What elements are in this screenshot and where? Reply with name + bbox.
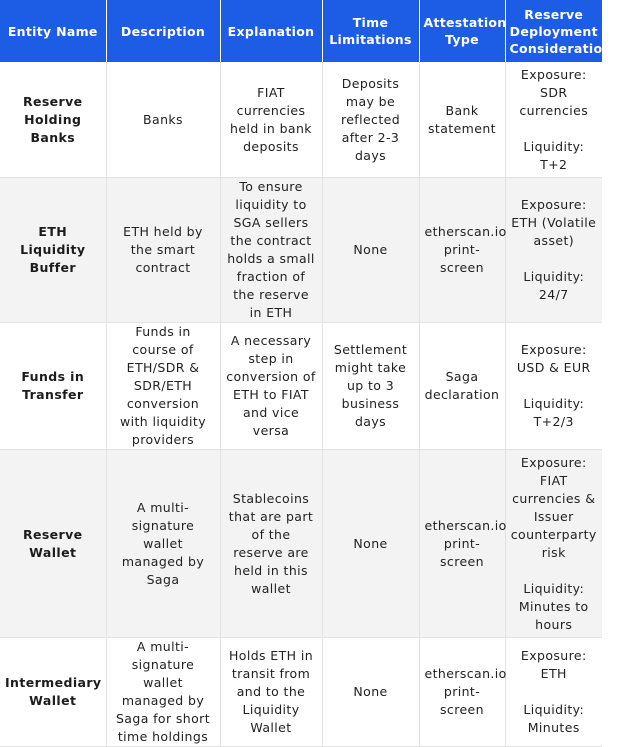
cell-entity: ETH Liquidity Buffer — [0, 178, 106, 323]
cell-considerations: Exposure: FIAT currencies & Issuer counterparty risk Liquidity: Minutes to hours — [505, 450, 602, 638]
cell-attestation: etherscan.io print-screen — [419, 178, 505, 323]
cell-explanation: To ensure liquidity to SGA sellers the contract holds a small fraction of the reserve in ETH — [220, 178, 322, 323]
cell-time: Settlement might take up to 3 business days — [322, 323, 419, 450]
cell-considerations: Exposure: ETH (Volatile asset) Liquidity: 24/7 — [505, 178, 602, 323]
cell-description: Funds in course of ETH/SDR & SDR/ETH conversion with liquidity providers — [106, 323, 220, 450]
cell-time: None — [322, 178, 419, 323]
cell-description: ETH held by the smart contract — [106, 178, 220, 323]
cell-time: None — [322, 638, 419, 747]
cell-attestation: etherscan.io print-screen — [419, 450, 505, 638]
table-row — [0, 450, 602, 638]
header-time-limitations: Time Limitations — [322, 0, 419, 62]
header-entity-name: Entity Name — [0, 0, 106, 62]
cell-considerations: Exposure: SDR currencies Liquidity: T+2 — [505, 62, 602, 178]
cell-explanation: FIAT currencies held in bank deposits — [220, 62, 322, 178]
cell-entity: Intermediary Wallet — [0, 638, 106, 747]
cell-entity: Funds in Transfer — [0, 323, 106, 450]
cell-description: Banks — [106, 62, 220, 178]
header-reserve-deployment: Reserve Deployment Considerations — [505, 0, 602, 62]
cell-attestation: Saga declaration — [419, 323, 505, 450]
cell-time: Deposits may be reflected after 2-3 days — [322, 62, 419, 178]
header-description: Description — [106, 0, 220, 62]
cell-explanation: Holds ETH in transit from and to the Liquidity Wallet — [220, 638, 322, 747]
table-row — [0, 638, 602, 747]
cell-explanation: A necessary step in conversion of ETH to FIAT and vice versa — [220, 323, 322, 450]
table-header — [0, 0, 619, 62]
table-row — [0, 62, 602, 178]
header-explanation: Explanation — [220, 0, 322, 62]
cell-explanation: Stablecoins that are part of the reserve are held in this wallet — [220, 450, 322, 638]
cell-considerations: Exposure: ETH Liquidity: Minutes — [505, 638, 602, 747]
table-row — [0, 323, 602, 450]
cell-description: A multi-signature wallet managed by Saga — [106, 450, 220, 638]
table-row — [0, 178, 602, 323]
cell-attestation: Bank statement — [419, 62, 505, 178]
cell-time: None — [322, 450, 419, 638]
header-row — [0, 0, 602, 62]
cell-entity: Reserve Holding Banks — [0, 62, 106, 178]
cell-entity: Reserve Wallet — [0, 450, 106, 638]
header-attestation-type: Attestation Type — [419, 0, 505, 62]
table-body — [0, 62, 602, 747]
cell-considerations: Exposure: USD & EUR Liquidity: T+2/3 — [505, 323, 602, 450]
cell-description: A multi-signature wallet managed by Saga for short time holdings — [106, 638, 220, 747]
cell-attestation: etherscan.io print-screen — [419, 638, 505, 747]
